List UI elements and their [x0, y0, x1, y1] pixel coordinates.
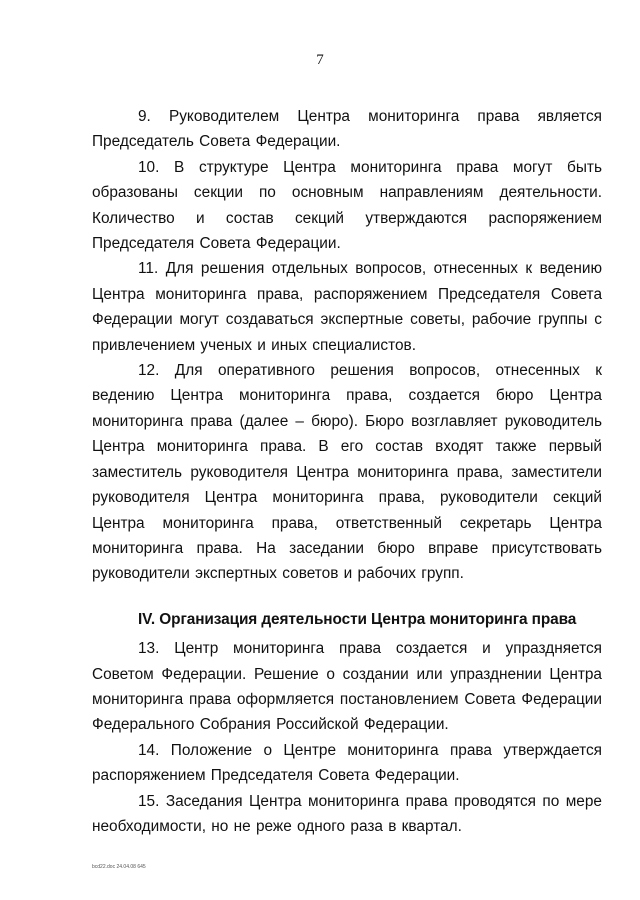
paragraph-13: 13. Центр мониторинга права создается и упраздняется Советом Федерации. Решение о создании или упразднении Центра мониторинга права оформляется постановлением Совета Федерации Федерального Собрания Российской Федерации.: [92, 640, 602, 734]
paragraph-15: 15. Заседания Центра мониторинга права проводятся по мере необходимости, но не реже одного раза в квартал.: [92, 792, 602, 835]
paragraph-10: 10. В структуре Центра мониторинга права могут быть образованы секции по основным направлениям деятельности. Количество и состав секций утверждаются распоряжением Председателя Совета Федерации.: [92, 158, 602, 253]
paragraph-9: 9. Руководителем Центра мониторинга права является Председатель Совета Федерации.: [92, 108, 602, 151]
paragraph-12: 12. Для оперативного решения вопросов, отнесенных к ведению Центра мониторинга права, создается бюро Центра мониторинга права (далее – бюро). Бюро возглавляет руководитель Центра мониторинга права. В его состав входят также первый заместитель руководителя Центра мониторинга права, заместители руководителя Центра мониторинга права, руководители секций Центра мониторинга права, ответственный секретарь Центра мониторинга права. На заседании бюро вправе присутствовать руководители экспертных советов и рабочих групп.: [92, 362, 602, 583]
document-body: [92, 104, 602, 839]
page-number: 7: [316, 52, 324, 68]
section-heading: IV. Организация деятельности Центра мониторинга права: [138, 610, 577, 628]
paragraph-14: 14. Положение о Центре мониторинга права утверждается распоряжением Председателя Совета Федерации.: [92, 741, 602, 785]
paragraph-11: 11. Для решения отдельных вопросов, отнесенных к ведению Центра мониторинга права, распоряжением Председателя Совета Федерации могут создаваться экспертные советы, рабочие группы с привлечением ученых и иных специалистов.: [92, 260, 602, 354]
footer-file-code: bcd22.doc 24.04.08 645: [92, 864, 146, 870]
